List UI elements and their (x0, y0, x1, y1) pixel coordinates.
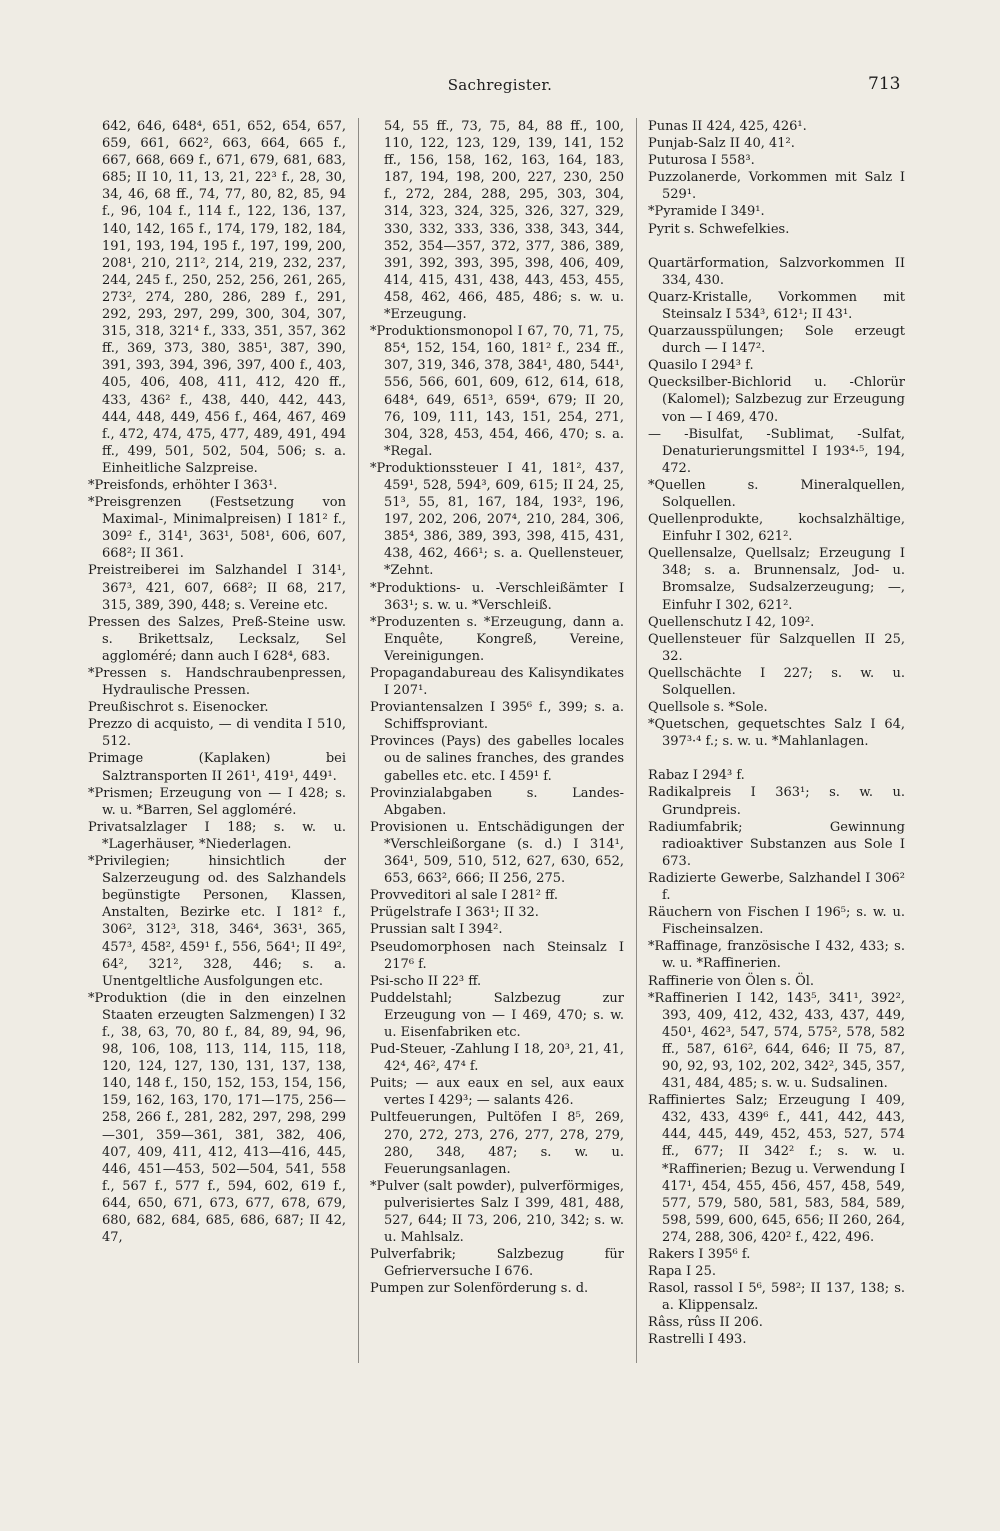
index-entry: *Produktionssteuer I 41, 181², 437, 459¹, 528, 594³, 609, 615; II 24, 25, 51³, 55, 81, 167, 184, 193², 196, 197, 202, 206, 207⁴, 210, 284, 306, 385⁴, 386, 389, 393, 398, 415, 431, 438, 462, 466¹; s. a. Quellensteuer, *Zehnt. (370, 460, 624, 579)
index-column-1 (88, 118, 346, 1246)
index-entry: Propagandabureau des Kalisyndikates I 207¹. (370, 666, 624, 699)
index-entry: Raffiniertes Salz; Erzeugung I 409, 432, 433, 439⁶ f., 441, 442, 443, 444, 445, 449, 452, 453, 527, 574 ff., 677; II 342² f.; s. w. u. *Raffinerien; Bezug u. Verwendung I 417¹, 454, 455, 456, 457, 458, 549, 577, 579, 580, 581, 583, 584, 589, 598, 599, 600, 645, 656; II 260, 264, 274, 288, 306, 420² f., 422, 496. (648, 1093, 905, 1245)
index-entry: *Privilegien; hinsichtlich der Salzerzeugung od. des Salzhandels begünstigte Personen, Klassen, Anstalten, Bezirke etc. I 181² f., 306², 312³, 318, 346⁴, 363¹, 365, 457³, 458², 459¹ f., 556, 564¹; II 49², 64², 321², 328, 446; s. a. Unentgeltliche Ausfolgungen etc. (88, 854, 346, 989)
index-entry: *Quellen s. Mineralquellen, Solquellen. (648, 477, 905, 510)
index-entry: Preußischrot s. Eisenocker. (88, 700, 269, 716)
index-entry: Pressen des Salzes, Preß-Steine usw. s. Brikettsalz, Lecksalz, Sel aggloméré; dann auch I 628⁴, 683. (88, 614, 346, 664)
running-head-title: Sachregister. (447, 76, 553, 94)
index-entry: Quellschächte I 227; s. w. u. Solquellen. (648, 665, 905, 698)
index-entry: *Produktion (die in den einzelnen Staaten erzeugten Salzmengen) I 32 f., 38, 63, 70, 80 f., 84, 89, 94, 96, 98, 106, 108, 113, 114, 115, 118, 120, 124, 127, 130, 131, 137, 138, 140, 148 f., 150, 152, 153, 154, 156, 159, 162, 163, 170, 171—175, 256—258, 266 f., 281, 282, 297, 298, 299—301, 359—361, 381, 382, 406, 407, 409, 411, 412, 413—416, 445, 446, 451—453, 502—504, 541, 558 f., 567 f., 577 f., 594, 602, 619 f., 644, 650, 671, 673, 677, 678, 679, 680, 682, 684, 685, 686, 687; II 42, 47, (88, 990, 346, 1246)
index-column-3 (648, 118, 905, 1349)
index-entry: Puits; — aux eaux en sel, aux eaux vertes I 429³; — salants 426. (370, 1076, 624, 1109)
index-entry: Prussian salt I 394². (370, 922, 503, 938)
index-entry-continuation: 642, 646, 648⁴, 651, 652, 654, 657, 659, 661, 662², 663, 664, 665 f., 667, 668, 669 f., 671, 679, 681, 683, 685; II 10, 11, 13, 21, 22³ f., 28, 30, 34, 46, 68 ff., 74, 77, 80, 82, 85, 94 f., 96, 104 f., 114 f., 122, 136, 137, 140, 142, 165 f., 174, 179, 182, 184, 191, 193, 194, 195 f., 197, 199, 200, 208¹, 210, 211², 214, 219, 232, 237, 244, 245 f., 250, 252, 256, 261, 265, 273², 274, 280, 286, 289 f., 291, 292, 293, 297, 299, 300, 304, 307, 315, 318, 321⁴ f., 333, 351, 357, 362 ff., 369, 373, 380, 385¹, 387, 390, 391, 393, 394, 396, 397, 400 f., 403, 405, 406, 408, 411, 412, 420 ff., 433, 436² f., 438, 440, 442, 443, 444, 448, 449, 456 f., 464, 467, 469 f., 472, 474, 475, 477, 489, 491, 494 ff., 499, 501, 502, 504, 506; s. a. Einheitliche Salzpreise. (102, 119, 346, 476)
index-entry: Quellensteuer für Salzquellen II 25, 32. (648, 631, 905, 664)
index-entry: Proviantensalzen I 395⁶ f., 399; s. a. Schiffsproviant. (370, 700, 624, 733)
index-entry: Punjab-Salz II 40, 41². (648, 136, 795, 152)
index-entry: Rabaz I 294³ f. (648, 768, 745, 784)
index-entry: Quellenprodukte, kochsalzhältige, Einfuhr I 302, 621². (648, 512, 905, 545)
index-entry: Radikalpreis I 363¹; s. w. u. Grundpreis. (648, 785, 905, 818)
index-entry-continuation: 54, 55 ff., 73, 75, 84, 88 ff., 100, 110, 122, 123, 129, 139, 141, 152 ff., 156, 158, 162, 163, 164, 183, 187, 194, 198, 200, 227, 230, 250 f., 272, 284, 288, 295, 303, 304, 314, 323, 324, 325, 326, 327, 329, 330, 332, 333, 336, 338, 343, 344, 352, 354—357, 372, 377, 386, 389, 391, 392, 393, 395, 398, 406, 409, 414, 415, 431, 438, 443, 453, 455, 458, 462, 466, 485, 486; s. w. u. *Erzeugung. (384, 119, 624, 323)
index-entry: *Preisfonds, erhöhter I 363¹. (88, 477, 278, 493)
index-entry: Puddelstahl; Salzbezug zur Erzeugung von — I 469, 470; s. w. u. Eisenfabriken etc. (370, 990, 624, 1040)
index-entry: Pultfeuerungen, Pultöfen I 8⁵, 269, 270, 272, 273, 276, 277, 278, 279, 280, 348, 487; s. w. u. Feuerungsanlagen. (370, 1110, 624, 1177)
index-entry: Quellensalze, Quellsalz; Erzeugung I 348; s. a. Brunnensalz, Jod- u. Bromsalze, Sudsalzerzeugung; —, Einfuhr I 302, 621². (648, 546, 905, 613)
index-entry: Quarzausspülungen; Sole erzeugt durch — I 147². (648, 324, 905, 357)
index-entry: Puturosa I 558³. (648, 153, 755, 169)
index-entry: Radiumfabrik; Gewinnung radioaktiver Substanzen aus Sole I 673. (648, 819, 905, 869)
index-entry: Quasilo I 294³ f. (648, 358, 754, 374)
index-entry: Pulverfabrik; Salzbezug für Gefrierversuche I 676. (370, 1247, 624, 1280)
index-entry: Radizierte Gewerbe, Salzhandel I 306² f. (648, 870, 905, 904)
index-entry: Quecksilber-Bichlorid u. -Chlorür (Kalomel); Salzbezug zur Erzeugung von — I 469, 470. (648, 375, 905, 425)
column-divider (358, 118, 359, 1363)
index-entry: Raffinerie von Ölen s. Öl. (648, 973, 815, 989)
page-number: 713 (868, 74, 901, 94)
index-entry: Pseudomorphosen nach Steinsalz I 217⁶ f. (370, 939, 624, 972)
index-entry: *Produktionsmonopol I 67, 70, 71, 75, 85⁴, 152, 154, 160, 181² f., 234 ff., 307, 319, 346, 378, 384¹, 480, 544¹, 556, 566, 601, 609, 612, 614, 618, 648⁴, 649, 651³, 659⁴, 679; II 20, 76, 109, 111, 143, 151, 254, 271, 304, 328, 453, 454, 466, 470; s. a. *Regal. (370, 324, 624, 459)
index-entry: *Produzenten s. *Erzeugung, dann a. Enquête, Kongreß, Vereine, Vereinigungen. (370, 614, 624, 664)
index-entry: Pyrit s. Schwefelkies. (648, 221, 790, 237)
index-entry: Puzzolanerde, Vorkommen mit Salz I 529¹. (648, 170, 905, 203)
index-entry: Quartärformation, Salzvorkommen II 334, 430. (648, 255, 905, 288)
index-entry: Provveditori al sale I 281² ff. (370, 888, 558, 904)
index-entry: Provinzialabgaben s. Landes-Abgaben. (370, 785, 624, 818)
index-entry: — -Bisulfat, -Sublimat, -Sulfat, Denaturierungsmittel I 193⁴·⁵, 194, 472. (648, 426, 905, 476)
index-entry: Rasol, rassol I 5⁶, 598²; II 137, 138; s. a. Klippensalz. (648, 1281, 905, 1314)
index-entry: *Prismen; Erzeugung von — I 428; s. w. u. *Barren, Sel aggloméré. (88, 785, 346, 818)
index-entry: *Pulver (salt powder), pulverförmiges, pulverisiertes Salz I 399, 481, 488, 527, 644; II 73, 206, 210, 342; s. w. u. Mahlsalz. (370, 1178, 624, 1246)
index-entry: *Pyramide I 349¹. (648, 204, 765, 220)
index-entry: Rapa I 25. (648, 1264, 716, 1280)
index-entry: *Quetschen, gequetschtes Salz I 64, 397³·⁴ f.; s. w. u. *Mahlanlagen. (648, 717, 905, 750)
index-entry: Pumpen zur Solenförderung s. d. (370, 1281, 589, 1297)
index-entry: Primage (Kaplaken) bei Salztransporten II 261¹, 419¹, 449¹. (88, 751, 346, 784)
index-entry: Quellsole s. *Sole. (648, 700, 768, 716)
index-entry: *Pressen s. Handschraubenpressen, Hydraulische Pressen. (88, 666, 346, 699)
index-entry: Privatsalzlager I 188; s. w. u. *Lagerhäuser, *Niederlagen. (88, 819, 346, 852)
index-entry: Pud-Steuer, -Zahlung I 18, 20³, 21, 41, 42⁴, 46², 47⁴ f. (370, 1042, 624, 1075)
column-divider (636, 118, 637, 1363)
index-entry: Räuchern von Fischen I 196⁵; s. w. u. Fischeinsalzen. (648, 905, 905, 938)
index-entry: Rakers I 395⁶ f. (648, 1247, 751, 1262)
index-entry: *Preisgrenzen (Festsetzung von Maximal-, Minimalpreisen) I 181² f., 309² f., 314¹, 363¹, 508¹, 606, 607, 668²; II 361. (88, 495, 346, 562)
index-entry: Preistreiberei im Salzhandel I 314¹, 367³, 421, 607, 668²; II 68, 217, 315, 389, 390, 448; s. Vereine etc. (88, 563, 346, 613)
index-entry: Prezzo di acquisto, — di vendita I 510, 512. (88, 717, 346, 750)
index-entry: Provisionen u. Entschädigungen der *Verschleißorgane (s. d.) I 314¹, 364¹, 509, 510, 512, 627, 630, 652, 653, 663², 666; II 256, 275. (370, 819, 624, 887)
index-entry: Rastrelli I 493. (648, 1332, 747, 1348)
index-entry: Quellenschutz I 42, 109². (648, 614, 815, 630)
index-entry: *Raffinerien I 142, 143⁵, 341¹, 392², 393, 409, 412, 432, 433, 437, 449, 450¹, 462³, 547, 574, 575², 578, 582 ff., 587, 616², 644, 646; II 75, 87, 90, 92, 93, 102, 202, 342², 345, 357, 431, 484, 485; s. w. u. Sudsalinen. (648, 990, 905, 1092)
index-entry: Punas II 424, 425, 426¹. (648, 119, 807, 134)
index-entry: *Raffinage, französische I 432, 433; s. w. u. *Raffinerien. (648, 939, 905, 972)
index-column-2 (370, 118, 624, 1297)
index-entry: *Produktions- u. -Verschleißämter I 363¹; s. w. u. *Verschleiß. (370, 580, 624, 613)
index-entry: Quarz-Kristalle, Vorkommen mit Steinsalz I 534³, 612¹; II 43¹. (648, 289, 905, 322)
index-entry: Psi-scho II 22³ ff. (370, 973, 482, 989)
index-entry: Râss, rûss II 206. (648, 1315, 763, 1331)
index-entry: Provinces (Pays) des gabelles locales ou de salines franches, des grandes gabelles etc. etc. I 459¹ f. (370, 734, 624, 784)
index-entry: Prügelstrafe I 363¹; II 32. (370, 905, 539, 921)
